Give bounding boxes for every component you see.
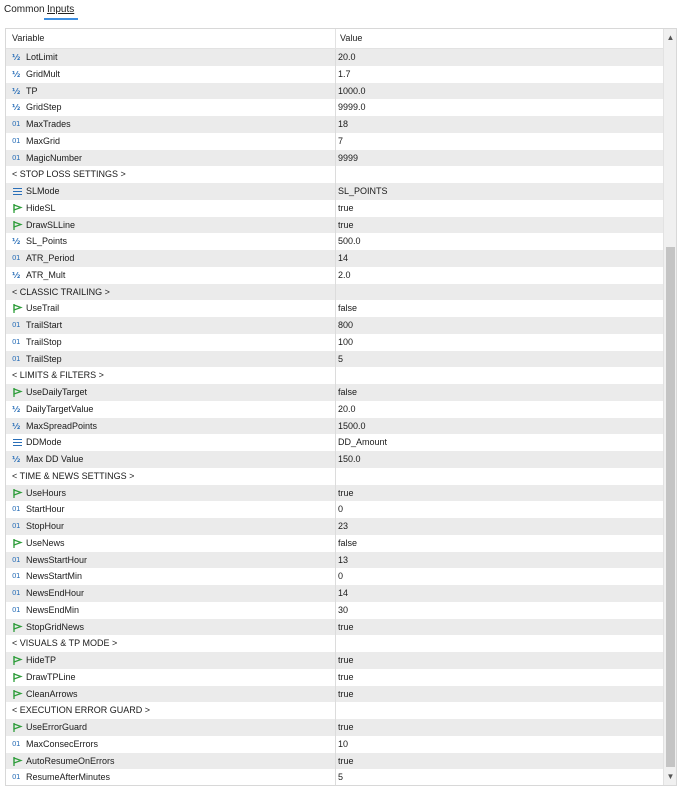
cell-divider — [335, 133, 336, 150]
cell-divider — [335, 669, 336, 686]
variable-value[interactable]: true — [338, 655, 354, 665]
cell-divider — [335, 367, 336, 384]
variable-value[interactable]: true — [338, 688, 354, 699]
variable-value[interactable]: 5 — [338, 772, 344, 783]
variable-value[interactable]: 23 — [338, 521, 349, 531]
bool-flag-icon — [12, 220, 23, 231]
variable-name: DailyTargetValue — [26, 403, 94, 414]
cell-divider — [335, 518, 336, 535]
variable-value[interactable]: 7 — [338, 135, 344, 146]
active-tab-indicator — [44, 18, 78, 20]
variable-value[interactable]: true — [338, 722, 354, 732]
cell-divider — [335, 351, 336, 368]
cell-divider — [335, 83, 336, 100]
variable-value[interactable]: 14 — [338, 588, 349, 598]
cell-divider — [335, 485, 336, 502]
variable-name: ATR_Period — [26, 253, 75, 263]
bool-flag-icon — [12, 488, 23, 499]
bool-flag-icon — [12, 303, 23, 314]
cell-divider — [335, 116, 336, 133]
cell-divider — [335, 284, 336, 301]
table-row[interactable] — [6, 267, 663, 284]
table-row[interactable] — [6, 501, 663, 518]
cell-divider — [335, 434, 336, 451]
table-row[interactable] — [6, 652, 663, 669]
cell-divider — [335, 501, 336, 518]
bool-flag-icon — [12, 756, 23, 767]
variable-value[interactable]: 5 — [338, 353, 344, 364]
variable-name: UseErrorGuard — [26, 722, 88, 732]
cell-divider — [335, 166, 336, 183]
table-row[interactable] — [6, 451, 663, 468]
table-row[interactable] — [6, 736, 663, 753]
table-row[interactable] — [6, 150, 663, 167]
column-header-variable[interactable]: Variable — [12, 33, 45, 43]
cell-divider — [335, 585, 336, 602]
cell-divider — [335, 568, 336, 585]
cell-divider — [335, 753, 336, 770]
grid-header — [6, 29, 663, 49]
tab-bar — [0, 0, 680, 22]
cell-divider — [335, 384, 336, 401]
cell-divider — [335, 99, 336, 116]
variable-name: TP — [26, 85, 38, 96]
cell-divider — [335, 635, 336, 652]
variable-value[interactable]: 13 — [338, 554, 349, 565]
bool-flag-icon — [12, 203, 23, 214]
fraction-icon: ½ — [12, 103, 21, 113]
table-row[interactable] — [6, 669, 663, 686]
table-row[interactable] — [6, 518, 663, 535]
variable-name: MagicNumber — [26, 152, 83, 163]
integer-icon: 01 — [12, 555, 20, 564]
variable-value[interactable]: true — [338, 487, 354, 498]
table-row[interactable] — [6, 753, 663, 770]
integer-icon: 01 — [12, 605, 20, 614]
fraction-icon: ½ — [12, 455, 21, 464]
table-row[interactable] — [6, 334, 663, 351]
section-header-row[interactable] — [6, 166, 663, 183]
cell-divider — [335, 233, 336, 250]
cell-divider — [335, 736, 336, 753]
variable-value[interactable]: 1000.0 — [338, 85, 366, 96]
variable-name: UseDailyTarget — [26, 387, 88, 397]
variable-value[interactable]: 9999 — [338, 152, 359, 163]
table-row[interactable] — [6, 485, 663, 502]
table-row[interactable] — [6, 568, 663, 585]
table-row[interactable] — [6, 217, 663, 234]
variable-name: ATR_Mult — [26, 269, 66, 280]
inputs-grid — [6, 29, 663, 785]
cell-divider — [335, 686, 336, 703]
variable-name: NewsStartMin — [26, 571, 83, 582]
integer-icon: 01 — [12, 321, 20, 329]
integer-icon: 01 — [12, 589, 20, 597]
variable-name: GridStep — [26, 102, 62, 113]
variable-value[interactable]: 9999.0 — [338, 102, 366, 113]
variable-name: < TIME & NEWS SETTINGS > — [12, 470, 135, 481]
variable-value[interactable]: 100 — [338, 336, 354, 347]
cell-divider — [335, 702, 336, 719]
enum-icon — [12, 186, 23, 197]
variable-name: < EXECUTION ERROR GUARD > — [12, 705, 151, 716]
table-row[interactable] — [6, 133, 663, 150]
cell-divider — [335, 719, 336, 736]
integer-icon: 01 — [12, 505, 20, 514]
variable-value[interactable]: 1500.0 — [338, 420, 366, 431]
table-row[interactable] — [6, 99, 663, 116]
table-row[interactable] — [6, 351, 663, 368]
integer-icon: 01 — [12, 522, 20, 530]
integer-icon: 01 — [12, 773, 20, 782]
table-row[interactable] — [6, 418, 663, 435]
integer-icon: 01 — [12, 739, 20, 748]
variable-value[interactable]: false — [338, 387, 358, 397]
variable-name: MaxConsecErrors — [26, 738, 99, 749]
cell-divider — [335, 468, 336, 485]
integer-icon: 01 — [12, 136, 20, 145]
integer-icon: 01 — [12, 337, 20, 346]
variable-name: StopHour — [26, 521, 65, 531]
cell-divider — [335, 652, 336, 669]
table-row[interactable] — [6, 66, 663, 83]
table-row[interactable] — [6, 200, 663, 217]
table-row[interactable] — [6, 719, 663, 736]
variable-name: MaxGrid — [26, 135, 61, 146]
bool-flag-icon — [12, 722, 23, 733]
variable-value[interactable]: false — [338, 303, 358, 314]
variable-value[interactable]: 500.0 — [338, 236, 361, 247]
table-row[interactable] — [6, 300, 663, 317]
variable-name: DDMode — [26, 437, 62, 448]
variable-name: NewsStartHour — [26, 554, 88, 565]
variable-name: HideSL — [26, 202, 56, 213]
scroll-up-icon[interactable]: ▲ — [666, 33, 675, 42]
variable-name: < STOP LOSS SETTINGS > — [12, 169, 126, 180]
cell-divider — [335, 66, 336, 83]
variable-value[interactable]: 20.0 — [338, 52, 356, 62]
variable-value[interactable]: true — [338, 671, 354, 682]
variable-value[interactable]: 14 — [338, 253, 349, 263]
integer-icon: 01 — [12, 572, 20, 581]
variable-value[interactable]: 18 — [338, 119, 349, 129]
variable-value[interactable]: 10 — [338, 738, 349, 749]
cell-divider — [335, 619, 336, 636]
column-divider[interactable] — [335, 29, 336, 49]
cell-divider — [335, 602, 336, 619]
inputs-panel — [5, 28, 677, 786]
variable-name: TrailStart — [26, 320, 63, 330]
cell-divider — [335, 418, 336, 435]
variable-value[interactable]: SL_POINTS — [338, 186, 388, 196]
section-header-row[interactable] — [6, 468, 663, 485]
variable-name: StopGridNews — [26, 621, 85, 632]
table-row[interactable] — [6, 769, 663, 785]
tab-inputs[interactable] — [47, 4, 74, 15]
enum-icon — [12, 437, 23, 448]
cell-divider — [335, 150, 336, 167]
variable-name: < VISUALS & TP MODE > — [12, 638, 118, 649]
cell-divider — [335, 552, 336, 569]
variable-name: UseHours — [26, 487, 67, 498]
variable-name: NewsEndHour — [26, 588, 85, 598]
bool-flag-icon — [12, 387, 23, 398]
variable-value[interactable]: 20.0 — [338, 403, 356, 414]
variable-name: CleanArrows — [26, 688, 78, 699]
variable-value[interactable]: 30 — [338, 604, 349, 615]
grid-rows — [6, 49, 663, 785]
tab-inputs-label: Inputs — [47, 4, 75, 15]
integer-icon: 01 — [12, 153, 20, 162]
bool-flag-icon — [12, 672, 23, 683]
variable-name: ResumeAfterMinutes — [26, 772, 111, 783]
table-row[interactable] — [6, 434, 663, 451]
cell-divider — [335, 317, 336, 334]
vertical-scrollbar[interactable] — [663, 29, 676, 785]
cell-divider — [335, 183, 336, 200]
variable-name: Max DD Value — [26, 454, 84, 464]
cell-divider — [335, 217, 336, 234]
cell-divider — [335, 250, 336, 267]
section-header-row[interactable] — [6, 635, 663, 652]
variable-name: MaxSpreadPoints — [26, 420, 98, 431]
cell-divider — [335, 535, 336, 552]
fraction-icon: ½ — [12, 421, 21, 431]
variable-value[interactable]: DD_Amount — [338, 437, 388, 448]
variable-value[interactable]: true — [338, 621, 354, 632]
variable-name: TrailStep — [26, 353, 62, 364]
fraction-icon: ½ — [12, 270, 21, 280]
table-row[interactable] — [6, 116, 663, 133]
table-row[interactable] — [6, 183, 663, 200]
variable-value[interactable]: false — [338, 537, 358, 548]
fraction-icon: ½ — [12, 404, 21, 414]
table-row[interactable] — [6, 401, 663, 418]
variable-name: HideTP — [26, 655, 57, 665]
variable-value[interactable]: 150.0 — [338, 454, 361, 464]
table-row[interactable] — [6, 83, 663, 100]
variable-name: DrawSLLine — [26, 219, 76, 230]
variable-value[interactable]: 0 — [338, 504, 344, 515]
cell-divider — [335, 401, 336, 418]
fraction-icon: ½ — [12, 69, 21, 79]
section-header-row[interactable] — [6, 702, 663, 719]
variable-value[interactable]: 2.0 — [338, 269, 351, 280]
table-row[interactable] — [6, 619, 663, 636]
variable-name: UseTrail — [26, 303, 60, 314]
variable-name: TrailStop — [26, 336, 62, 347]
integer-icon: 01 — [12, 354, 20, 363]
variable-name: DrawTPLine — [26, 671, 76, 682]
variable-name: MaxTrades — [26, 119, 71, 129]
bool-flag-icon — [12, 689, 23, 700]
variable-name: NewsEndMin — [26, 604, 80, 615]
scroll-down-icon[interactable]: ▼ — [666, 772, 675, 781]
variable-name: AutoResumeOnErrors — [26, 755, 115, 766]
cell-divider — [335, 769, 336, 785]
variable-name: LotLimit — [26, 52, 58, 62]
table-row[interactable] — [6, 686, 663, 703]
variable-value[interactable]: true — [338, 219, 354, 230]
variable-name: StartHour — [26, 504, 65, 515]
cell-divider — [335, 267, 336, 284]
variable-name: < CLASSIC TRAILING > — [12, 286, 110, 297]
section-header-row[interactable] — [6, 284, 663, 301]
variable-name: GridMult — [26, 68, 61, 79]
variable-value[interactable]: 0 — [338, 571, 344, 582]
variable-name: SLMode — [26, 186, 60, 196]
bool-flag-icon — [12, 538, 23, 549]
cell-divider — [335, 49, 336, 66]
fraction-icon: ½ — [12, 53, 21, 62]
integer-icon: 01 — [12, 254, 20, 262]
tab-common[interactable]: Common — [4, 4, 45, 15]
fraction-icon: ½ — [12, 237, 21, 247]
table-row[interactable] — [6, 552, 663, 569]
cell-divider — [335, 334, 336, 351]
bool-flag-icon — [12, 622, 23, 633]
integer-icon: 01 — [12, 120, 20, 128]
variable-value[interactable]: true — [338, 755, 354, 766]
variable-value[interactable]: true — [338, 202, 354, 213]
fraction-icon: ½ — [12, 86, 21, 96]
table-row[interactable] — [6, 233, 663, 250]
scrollbar-thumb[interactable] — [666, 247, 675, 767]
table-row[interactable] — [6, 317, 663, 334]
cell-divider — [335, 451, 336, 468]
table-row[interactable] — [6, 49, 663, 66]
variable-value[interactable]: 800 — [338, 320, 354, 330]
cell-divider — [335, 200, 336, 217]
table-row[interactable] — [6, 602, 663, 619]
variable-value[interactable]: 1.7 — [338, 68, 351, 79]
table-row[interactable] — [6, 585, 663, 602]
bool-flag-icon — [12, 655, 23, 666]
table-row[interactable] — [6, 535, 663, 552]
table-row[interactable] — [6, 384, 663, 401]
variable-name: UseNews — [26, 537, 65, 548]
variable-name: < LIMITS & FILTERS > — [12, 370, 104, 381]
variable-name: SL_Points — [26, 236, 68, 247]
section-header-row[interactable] — [6, 367, 663, 384]
cell-divider — [335, 300, 336, 317]
table-row[interactable] — [6, 250, 663, 267]
column-header-value[interactable]: Value — [340, 33, 363, 43]
